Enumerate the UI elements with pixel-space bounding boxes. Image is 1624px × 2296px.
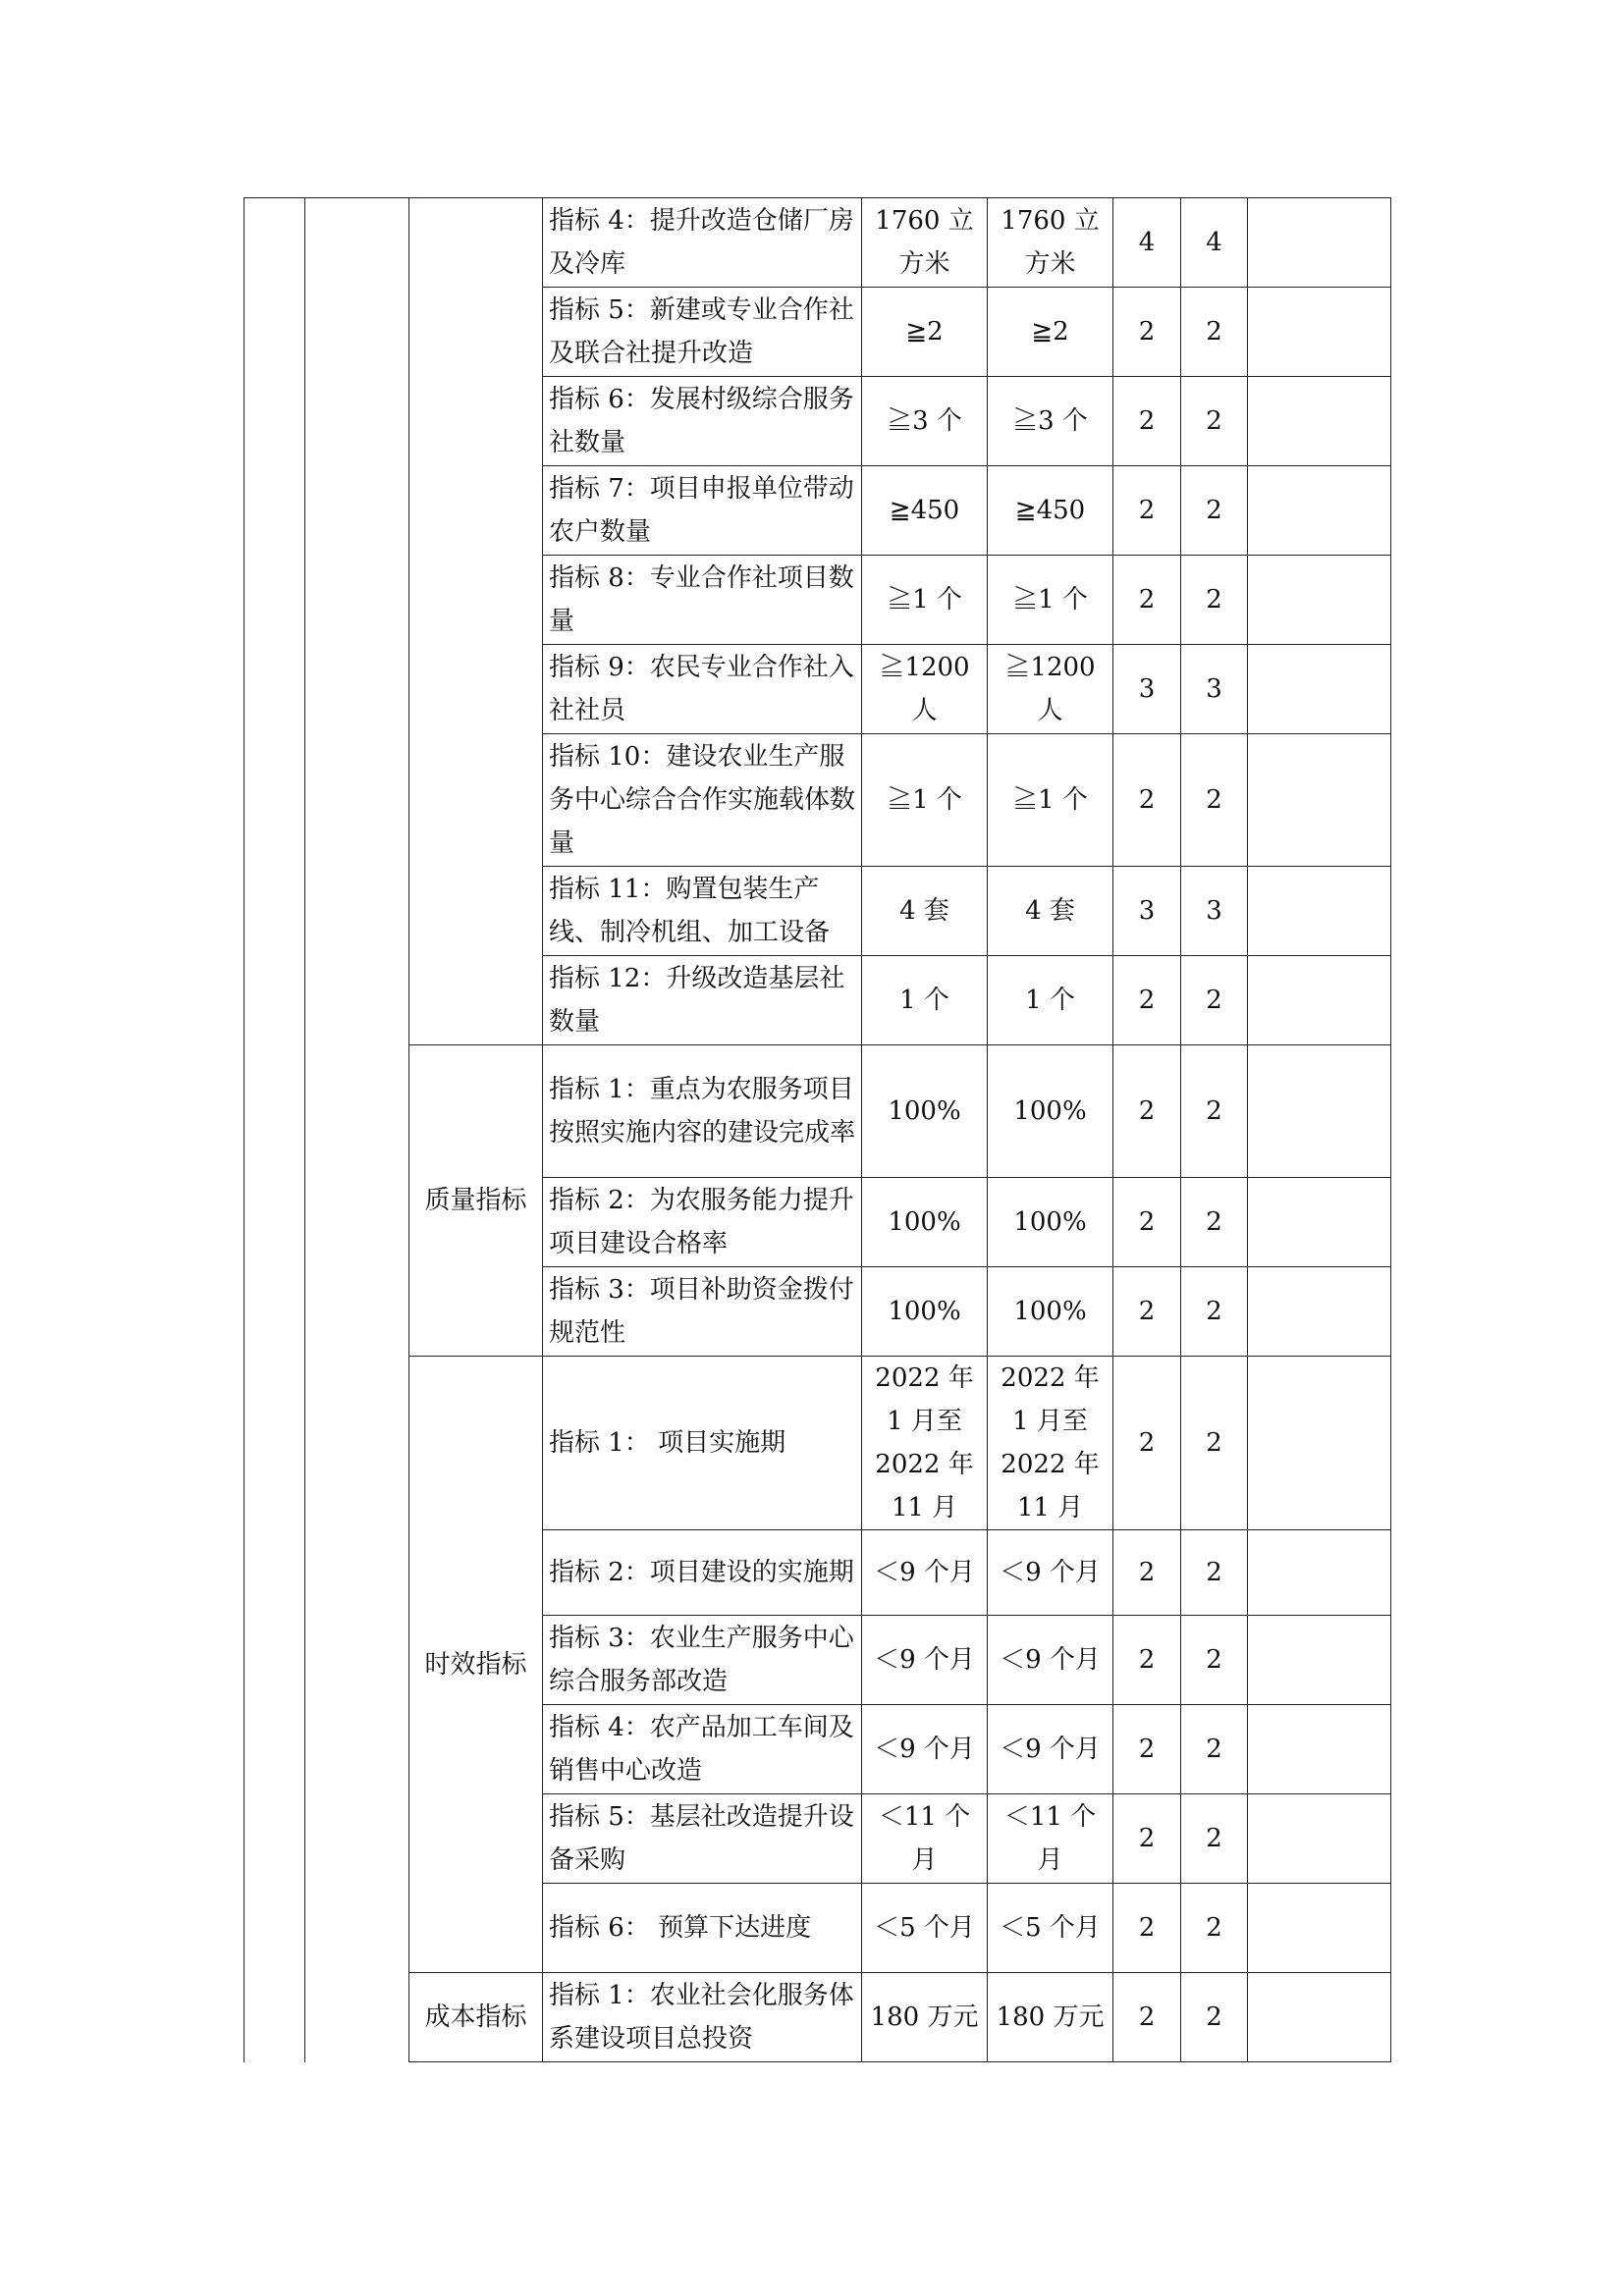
quantity-category-cell xyxy=(409,198,543,1045)
remark-cell xyxy=(1248,1973,1391,2062)
actual-value-cell: ≧1200 人 xyxy=(988,645,1113,734)
actual-value-cell: ≧1 个 xyxy=(988,734,1113,867)
target-value-cell: ＜11 个月 xyxy=(862,1794,988,1884)
score-cell: 2 xyxy=(1181,1616,1248,1705)
target-value-cell: ≧1 个 xyxy=(862,556,988,645)
actual-value-cell: 1760 立方米 xyxy=(988,198,1113,288)
table-row xyxy=(244,1357,1391,1530)
score-cell: 2 xyxy=(1181,1530,1248,1616)
weight-cell: 4 xyxy=(1113,198,1181,288)
weight-cell: 2 xyxy=(1113,956,1181,1045)
target-value-cell: 180 万元 xyxy=(862,1973,988,2062)
score-cell: 2 xyxy=(1181,1267,1248,1357)
weight-cell: 2 xyxy=(1113,1357,1181,1530)
indicator-cell: 指标 3：农业生产服务中心综合服务部改造 xyxy=(543,1616,862,1705)
actual-value-cell: ＜11 个月 xyxy=(988,1794,1113,1884)
score-cell: 2 xyxy=(1181,1973,1248,2062)
indicator-cell: 指标 11：购置包装生产线、制冷机组、加工设备 xyxy=(543,867,862,956)
weight-cell: 2 xyxy=(1113,1794,1181,1884)
remark-cell xyxy=(1248,1178,1391,1267)
weight-cell: 2 xyxy=(1113,288,1181,377)
score-cell: 3 xyxy=(1181,867,1248,956)
indicator-cell: 指标 1：农业社会化服务体系建设项目总投资 xyxy=(543,1973,862,2062)
timeliness-category-cell: 时效指标 xyxy=(409,1357,543,1973)
weight-cell: 2 xyxy=(1113,1530,1181,1616)
score-cell: 2 xyxy=(1181,556,1248,645)
actual-value-cell: ≧2 xyxy=(988,288,1113,377)
remark-cell xyxy=(1248,867,1391,956)
weight-cell: 2 xyxy=(1113,1045,1181,1178)
actual-value-cell: ＜9 个月 xyxy=(988,1530,1113,1616)
target-value-cell: 100% xyxy=(862,1045,988,1178)
remark-cell xyxy=(1248,1794,1391,1884)
weight-cell: 2 xyxy=(1113,466,1181,556)
table-row xyxy=(244,1973,1391,2062)
target-value-cell: ＜9 个月 xyxy=(862,1705,988,1794)
actual-value-cell: ＜5 个月 xyxy=(988,1884,1113,1973)
indicator-table xyxy=(244,197,1391,2062)
score-cell: 2 xyxy=(1181,288,1248,377)
indicator-cell: 指标 5：基层社改造提升设备采购 xyxy=(543,1794,862,1884)
score-cell: 2 xyxy=(1181,377,1248,466)
score-cell: 3 xyxy=(1181,645,1248,734)
score-cell: 2 xyxy=(1181,1045,1248,1178)
target-value-cell: 1760 立方米 xyxy=(862,198,988,288)
weight-cell: 2 xyxy=(1113,1705,1181,1794)
target-value-cell: 2022 年 1 月至 2022 年 11 月 xyxy=(862,1357,988,1530)
indicator-cell: 指标 5：新建或专业合作社及联合社提升改造 xyxy=(543,288,862,377)
weight-cell: 3 xyxy=(1113,867,1181,956)
score-cell: 4 xyxy=(1181,198,1248,288)
remark-cell xyxy=(1248,734,1391,867)
score-cell: 2 xyxy=(1181,1884,1248,1973)
remark-cell xyxy=(1248,1884,1391,1973)
score-cell: 2 xyxy=(1181,956,1248,1045)
actual-value-cell: ≧1 个 xyxy=(988,556,1113,645)
indicator-cell: 指标 6： 预算下达进度 xyxy=(543,1884,862,1973)
remark-cell xyxy=(1248,1045,1391,1178)
remark-cell xyxy=(1248,956,1391,1045)
actual-value-cell: ≧3 个 xyxy=(988,377,1113,466)
level2-cell xyxy=(305,198,409,2062)
score-cell: 2 xyxy=(1181,1357,1248,1530)
target-value-cell: ≧3 个 xyxy=(862,377,988,466)
indicator-cell: 指标 4：农产品加工车间及销售中心改造 xyxy=(543,1705,862,1794)
score-cell: 2 xyxy=(1181,1705,1248,1794)
target-value-cell: 100% xyxy=(862,1267,988,1357)
actual-value-cell: ＜9 个月 xyxy=(988,1705,1113,1794)
score-cell: 2 xyxy=(1181,466,1248,556)
actual-value-cell: 2022 年 1 月至 2022 年 11 月 xyxy=(988,1357,1113,1530)
remark-cell xyxy=(1248,1357,1391,1530)
remark-cell xyxy=(1248,1616,1391,1705)
target-value-cell: 100% xyxy=(862,1178,988,1267)
actual-value-cell: ＜9 个月 xyxy=(988,1616,1113,1705)
score-cell: 2 xyxy=(1181,734,1248,867)
target-value-cell: 4 套 xyxy=(862,867,988,956)
weight-cell: 2 xyxy=(1113,556,1181,645)
weight-cell: 3 xyxy=(1113,645,1181,734)
indicator-cell: 指标 1： 项目实施期 xyxy=(543,1357,862,1530)
score-cell: 2 xyxy=(1181,1794,1248,1884)
actual-value-cell: 100% xyxy=(988,1267,1113,1357)
indicator-cell: 指标 8：专业合作社项目数量 xyxy=(543,556,862,645)
target-value-cell: ＜9 个月 xyxy=(862,1616,988,1705)
actual-value-cell: ≧450 xyxy=(988,466,1113,556)
indicator-cell: 指标 3：项目补助资金拨付规范性 xyxy=(543,1267,862,1357)
remark-cell xyxy=(1248,645,1391,734)
table-row xyxy=(244,1045,1391,1178)
target-value-cell: ≧1200 人 xyxy=(862,645,988,734)
indicator-cell: 指标 12：升级改造基层社数量 xyxy=(543,956,862,1045)
weight-cell: 2 xyxy=(1113,1267,1181,1357)
target-value-cell: ≧1 个 xyxy=(862,734,988,867)
actual-value-cell: 4 套 xyxy=(988,867,1113,956)
score-cell: 2 xyxy=(1181,1178,1248,1267)
actual-value-cell: 180 万元 xyxy=(988,1973,1113,2062)
remark-cell xyxy=(1248,377,1391,466)
target-value-cell: ≧2 xyxy=(862,288,988,377)
indicator-cell: 指标 7：项目申报单位带动农户数量 xyxy=(543,466,862,556)
indicator-cell: 指标 4：提升改造仓储厂房及冷库 xyxy=(543,198,862,288)
indicator-cell: 指标 10：建设农业生产服务中心综合合作实施载体数量 xyxy=(543,734,862,867)
weight-cell: 2 xyxy=(1113,734,1181,867)
indicator-cell: 指标 6：发展村级综合服务社数量 xyxy=(543,377,862,466)
target-value-cell: ≧450 xyxy=(862,466,988,556)
target-value-cell: ＜9 个月 xyxy=(862,1530,988,1616)
actual-value-cell: 1 个 xyxy=(988,956,1113,1045)
remark-cell xyxy=(1248,1530,1391,1616)
indicator-cell: 指标 1：重点为农服务项目按照实施内容的建设完成率 xyxy=(543,1045,862,1178)
level1-cell xyxy=(244,198,305,2062)
remark-cell xyxy=(1248,1705,1391,1794)
weight-cell: 2 xyxy=(1113,377,1181,466)
remark-cell xyxy=(1248,288,1391,377)
actual-value-cell: 100% xyxy=(988,1045,1113,1178)
remark-cell xyxy=(1248,466,1391,556)
indicator-cell: 指标 9：农民专业合作社入社社员 xyxy=(543,645,862,734)
target-value-cell: 1 个 xyxy=(862,956,988,1045)
remark-cell xyxy=(1248,1267,1391,1357)
remark-cell xyxy=(1248,556,1391,645)
weight-cell: 2 xyxy=(1113,1178,1181,1267)
indicator-cell: 指标 2：项目建设的实施期 xyxy=(543,1530,862,1616)
weight-cell: 2 xyxy=(1113,1884,1181,1973)
target-value-cell: ＜5 个月 xyxy=(862,1884,988,1973)
cost-category-cell: 成本指标 xyxy=(409,1973,543,2062)
remark-cell xyxy=(1248,198,1391,288)
table-row xyxy=(244,198,1391,288)
weight-cell: 2 xyxy=(1113,1973,1181,2062)
actual-value-cell: 100% xyxy=(988,1178,1113,1267)
weight-cell: 2 xyxy=(1113,1616,1181,1705)
quality-category-cell: 质量指标 xyxy=(409,1045,543,1357)
indicator-cell: 指标 2：为农服务能力提升项目建设合格率 xyxy=(543,1178,862,1267)
